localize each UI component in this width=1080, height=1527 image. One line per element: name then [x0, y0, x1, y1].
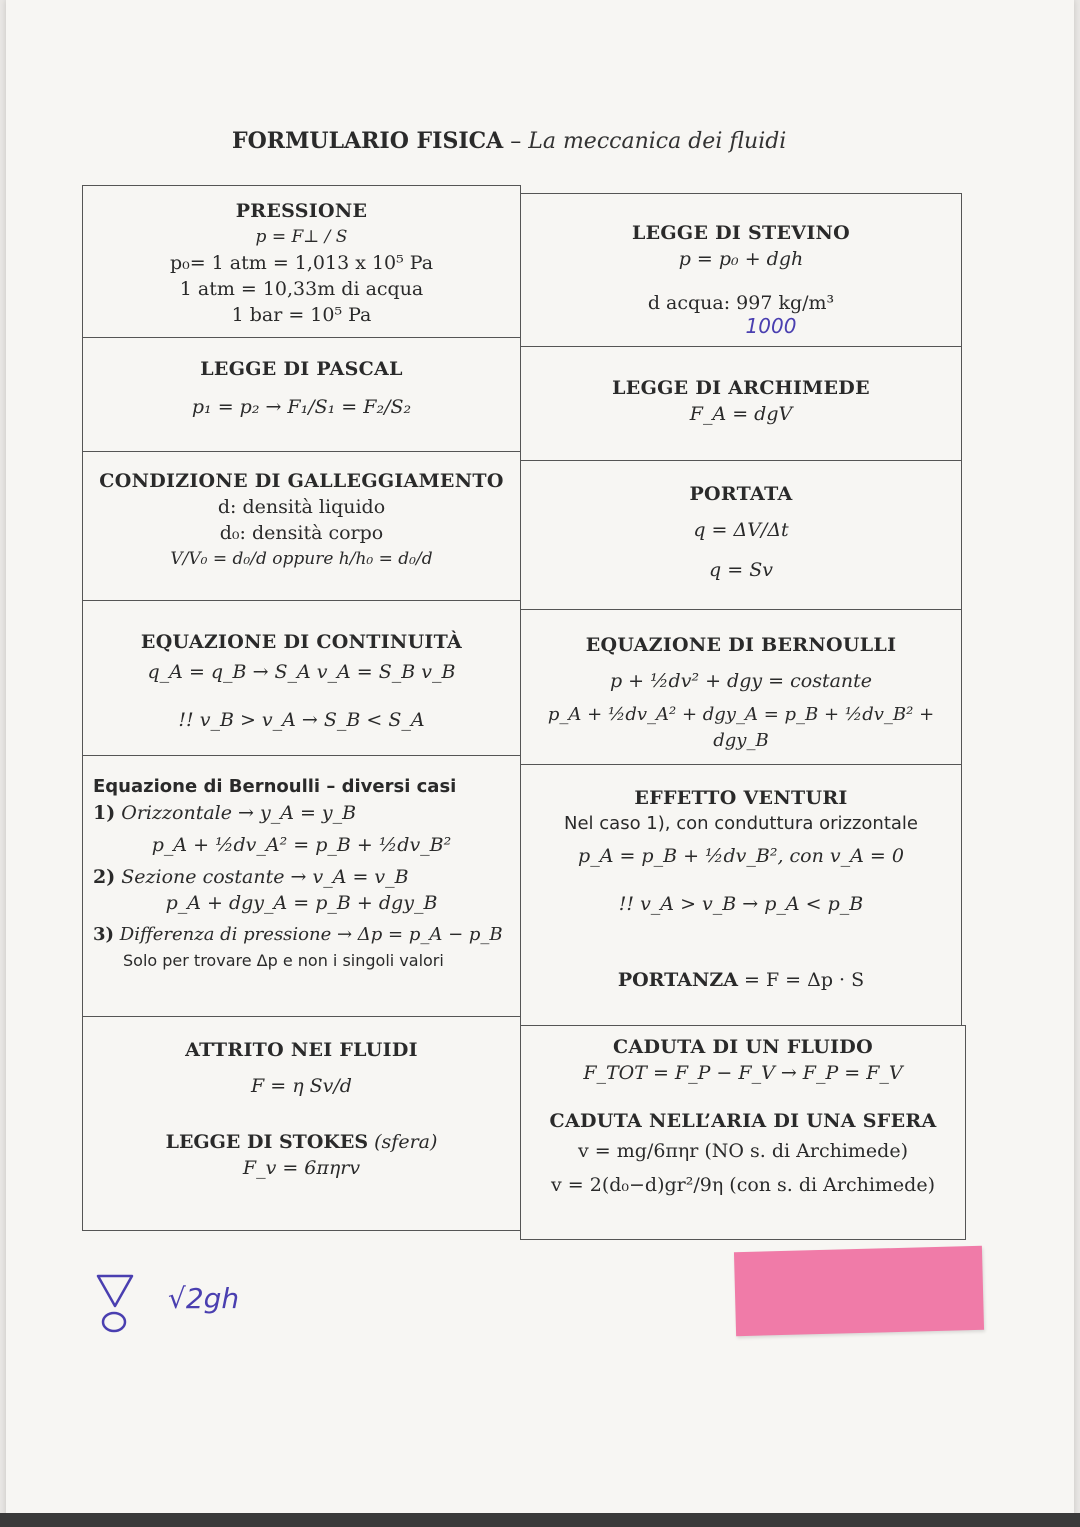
cell-galleggiamento [82, 451, 521, 601]
formula-bernoulli-2: p_A + ½dv_A² + dgy_A = p_B + ½dv_B² + dgy_B [547, 704, 935, 751]
heading-continuita: EQUAZIONE DI CONTINUITÀ [140, 631, 463, 653]
cell-venturi [520, 764, 962, 1026]
cell-continuita [82, 600, 521, 756]
heading-pascal: LEGGE DI PASCAL [200, 358, 403, 380]
cell-pressione [82, 185, 521, 338]
title-subtitle: La meccanica dei fluidi [528, 129, 787, 154]
formula-sfera-2: v = 2(d₀−d)gr²/9η (con s. di Archimede) [551, 1174, 935, 1196]
desk-edge [0, 1513, 1080, 1527]
cell-archimede [520, 346, 962, 461]
note-continuita: !! v_B > v_A → S_B < S_A [178, 709, 425, 731]
formula-continuita: q_A = q_B → S_A v_A = S_B v_B [147, 661, 456, 683]
formula-archimede: F_A = dgV [689, 403, 793, 425]
page-title [232, 128, 786, 154]
formula-stokes: F_v = 6πηrv [242, 1157, 361, 1179]
formula-pascal: p₁ = p₂ → F₁/S₁ = F₂/S₂ [191, 396, 412, 418]
case-2-text: Sezione costante → v_A = v_B [121, 866, 409, 888]
cell-pascal [82, 337, 521, 452]
stokes-note: (sfera) [374, 1131, 438, 1153]
cell-bernoulli-casi [82, 755, 521, 1017]
pressione-line2: 1 atm = 10,33m di acqua [179, 278, 424, 300]
venturi-line1: Nel caso 1), con conduttura orizzontale [564, 813, 918, 834]
heading-stokes: LEGGE DI STOKES [165, 1131, 369, 1153]
heading-galleggiamento: CONDIZIONE DI GALLEGGIAMENTO [99, 470, 504, 492]
formula-venturi: p_A = p_B + ½dv_B², con v_A = 0 [578, 845, 904, 867]
pressione-line3: 1 bar = 10⁵ Pa [231, 304, 372, 326]
formula-attrito: F = η Sv/d [251, 1075, 352, 1097]
sticky-note [734, 1246, 984, 1336]
case-1: 1) Orizzontale → y_A = y_B [93, 802, 357, 824]
formula-galleggiamento: V/V₀ = d₀/d oppure h/h₀ = d₀/d [170, 549, 433, 569]
handwritten-formula: √2gh [168, 1282, 240, 1315]
heading-venturi: EFFETTO VENTURI [634, 787, 848, 809]
cell-bernoulli [520, 609, 962, 765]
case-2: 2) Sezione costante → v_A = v_B [93, 866, 409, 888]
case-1-text: Orizzontale → y_A = y_B [121, 802, 357, 824]
formula-bernoulli-1: p + ½dv² + dgy = costante [609, 670, 873, 692]
title-bold: FORMULARIO FISICA [232, 128, 504, 154]
pressione-line1: p₀= 1 atm = 1,013 x 10⁵ Pa [169, 252, 434, 274]
formula-stevino: p = p₀ + dgh [678, 248, 804, 270]
heading-sfera: CADUTA NELL’ARIA DI UNA SFERA [549, 1110, 937, 1132]
circle-doodle [103, 1313, 125, 1331]
portanza-formula: = F = Δp · S [737, 969, 865, 991]
heading-archimede: LEGGE DI ARCHIMEDE [612, 377, 870, 399]
heading-pressione: PRESSIONE [235, 200, 368, 222]
formula-table [82, 185, 966, 1230]
heading-casi: Equazione di Bernoulli – diversi casi [93, 776, 457, 797]
case-3-text: Differenza di pressione → Δp = p_A − p_B [119, 924, 503, 945]
case-2-formula: p_A + dgy_A = p_B + dgy_B [165, 892, 438, 914]
case-3-note: Solo per trovare Δp e non i singoli valori [123, 951, 444, 970]
portanza [521, 967, 961, 993]
triangle-doodle [98, 1276, 132, 1306]
heading-stevino: LEGGE DI STEVINO [631, 222, 851, 244]
formula-caduta: F_TOT = F_P − F_V → F_P = F_V [583, 1062, 903, 1084]
cell-caduta [520, 1025, 966, 1240]
portanza-label: PORTANZA [617, 969, 738, 991]
stevino-line1: d acqua: 997 kg/m³ [647, 292, 835, 314]
formula-portata-1: q = ΔV/Δt [693, 519, 789, 541]
heading-attrito: ATTRITO NEI FLUIDI [185, 1039, 418, 1061]
galleggiamento-line2: d₀: densità corpo [219, 522, 384, 544]
case-1-formula: p_A + ½dv_A² = p_B + ½dv_B² [151, 834, 452, 856]
note-venturi: !! v_A > v_B → p_A < p_B [618, 893, 864, 915]
heading-bernoulli: EQUAZIONE DI BERNOULLI [585, 634, 897, 656]
galleggiamento-line1: d: densità liquido [217, 496, 386, 518]
stokes [83, 1129, 520, 1155]
doodle-icon [92, 1270, 142, 1340]
handwritten-note: 1000 [745, 314, 797, 338]
heading-caduta: CADUTA DI UN FLUIDO [613, 1036, 873, 1058]
cell-attrito [82, 1016, 521, 1231]
formula-pressione: p = F⊥ / S [255, 227, 348, 247]
title-dash: – [503, 129, 529, 154]
cell-portata [520, 460, 962, 610]
formula-portata-2: q = Sv [709, 559, 773, 581]
case-3: 3) Differenza di pressione → Δp = p_A − p_B [93, 924, 503, 945]
formula-sfera-1: v = mg/6πηr (NO s. di Archimede) [578, 1140, 908, 1162]
cell-stevino [520, 193, 962, 347]
heading-portata: PORTATA [689, 483, 793, 505]
